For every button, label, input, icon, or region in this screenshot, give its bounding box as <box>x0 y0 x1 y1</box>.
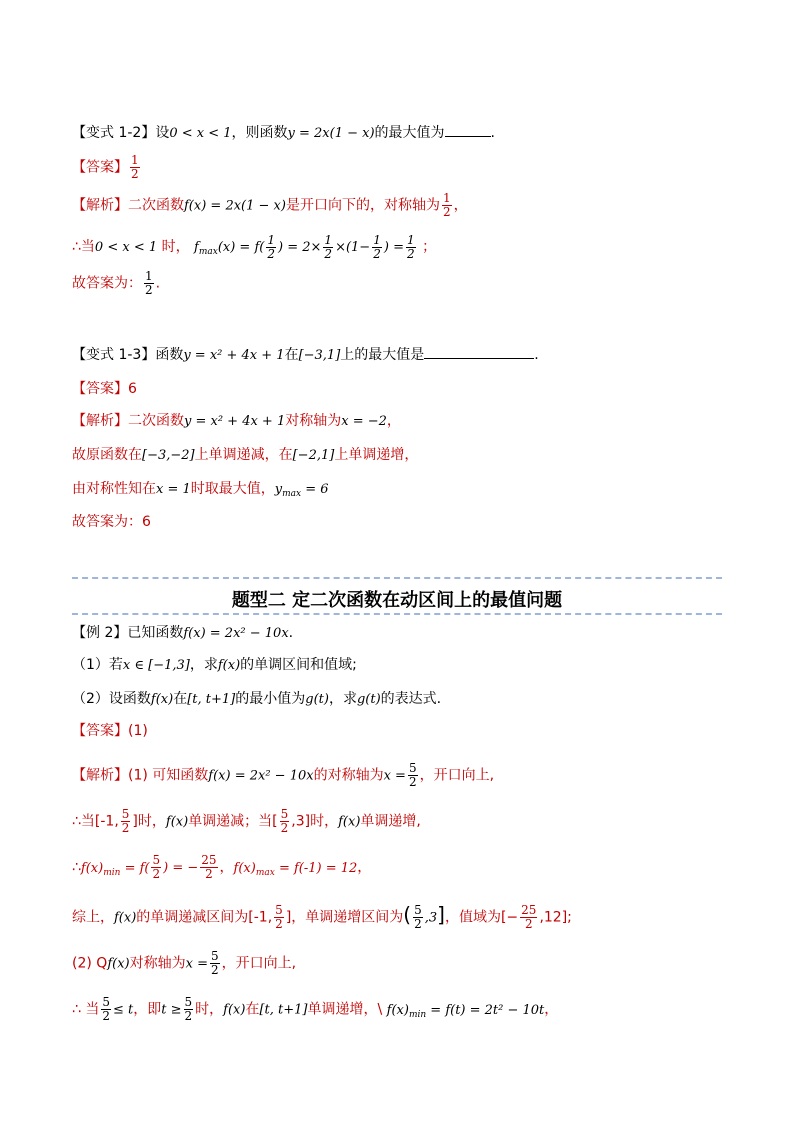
answer-blank <box>445 124 491 137</box>
ex2-analysis-6: ∴ 当 $\frac{5}{2}$ ≤ t，即t ≥ $\frac{5}{2}$ 时，f(x)在[t, t+1]单调递增，\ $f(x)_{min} = f(t) = 2t^2 - 10t$， <box>72 995 559 1023</box>
section-divider-top <box>72 577 722 579</box>
ex2-analysis-2: ∴当[-1, $\frac{5}{2}$ ]时，f(x)单调递减；当[ $\frac{5}{2}$ ,3]时，f(x)单调递增, <box>72 807 421 835</box>
v13-analysis: 【解析】二次函数y = x² + 4x + 1对称轴为x = −2， <box>72 413 401 429</box>
v13-answer: 【答案】6 <box>72 381 137 397</box>
v12-label: 【变式 1-2】 <box>72 125 156 141</box>
v12-answer: 【答案】 $\frac{1}{2}$ <box>72 153 139 181</box>
ex2-analysis-4: 综上，f(x)的单调递减区间为[-1, $\frac{5}{2}$ ]，单调递增区间为( $\frac{5}{2}$ ,3]，值域为[− $\frac{25}{2}$ ,12]; <box>72 902 572 931</box>
section-divider-bottom <box>72 613 722 615</box>
answer-blank <box>424 346 534 359</box>
ex2-part1: （1）若x ∈ [−1,3]，求f(x)的单调区间和值域; <box>72 657 357 673</box>
answer-fraction: $\frac{1}{2}$ <box>131 153 139 181</box>
ex2-analysis-5: (2) Qf(x)对称轴为x = $\frac{5}{2}$ ，开口向上, <box>72 949 297 977</box>
section-title: 题型二 定二次函数在动区间上的最值问题 <box>231 590 563 611</box>
ex2-label: 【例 2】 <box>72 625 128 641</box>
ex2-part2: （2）设函数f(x)在[t, t+1]的最小值为g(t)，求g(t)的表达式. <box>72 691 442 707</box>
ex2-analysis-3: $\therefore f(x)_{min} = f$( $\frac{5}{2}$ ) = − $\frac{25}{2}$ ，$f(x)_{max} = f(-1) = 12$， <box>72 853 372 881</box>
v12-analysis: 【解析】二次函数f(x) = 2x(1 − x)是开口向下的，对称轴为 $\frac{1}{2}$ ， <box>72 191 468 219</box>
v13-question: 【变式 1-3】函数y = x² + 4x + 1在[−3,1]上的最大值是 . <box>72 347 539 363</box>
ex2-analysis-1: 【解析】(1) 可知函数f(x) = 2x² − 10x的对称轴为x = $\frac{5}{2}$ ，开口向上, <box>72 761 495 789</box>
v12-analysis-line2: ∴当0 < x < 1 时， $f_{max}(x) = f$( $\frac{1}{2}$ ) = 2× $\frac{1}{2}$ ×(1− $\frac{1}{2}$ ) = $\frac{1}{2}$ ； <box>72 233 437 261</box>
v13-label: 【变式 1-3】 <box>72 347 156 363</box>
ex2-answer: 【答案】(1) <box>72 723 148 739</box>
v13-analysis-line2: 故原函数在[−3,−2]上单调递减，在[−2,1]上单调递增， <box>72 447 419 463</box>
v12-final: 故答案为： $\frac{1}{2}$ . <box>72 269 161 297</box>
ex2-question: 【例 2】已知函数f(x) = 2x² − 10x. <box>72 625 294 641</box>
v13-final: 故答案为：6 <box>72 514 151 530</box>
v12-question: 【变式 1-2】设0 < x < 1，则函数y = 2x(1 − x)的最大值为 . <box>72 125 495 141</box>
v13-analysis-line3: 由对称性知在x = 1时取最大值，$y_{max} = 6$ <box>72 481 329 499</box>
